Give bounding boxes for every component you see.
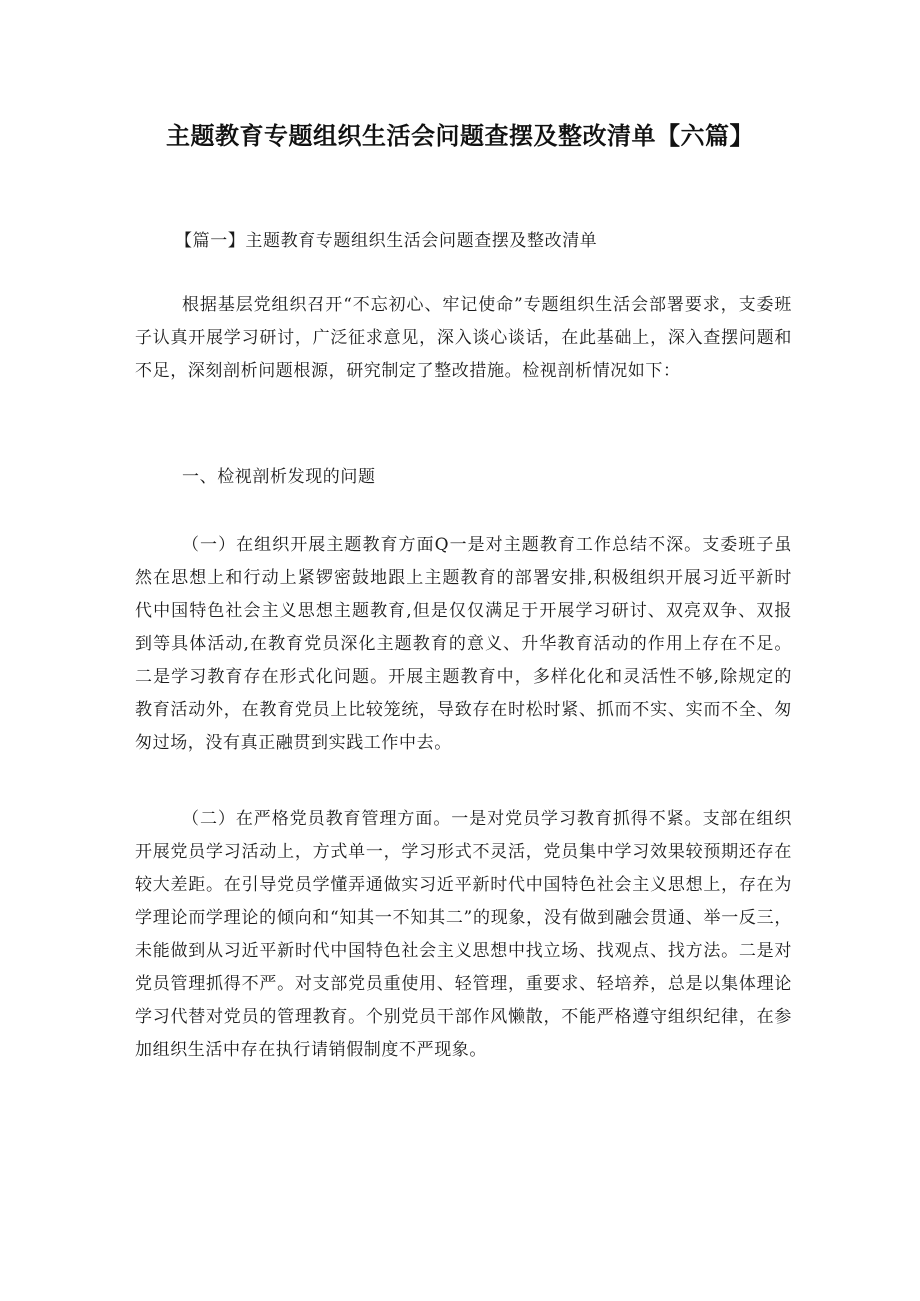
problem-item-two: （二）在严格党员教育管理方面。一是对党员学习教育抓得不紧。支部在组织开展党员学习活动上，方式单一，学习形式不灵活，党员集中学习效果较预期还存在较大差距。在引导党员学懂弄通做实习近平新时代中国特色社会主义思想上，存在为学理论而学理论的倾向和“知其一不知其二”的现象，没有做到融会贯通、举一反三，未能做到从习近平新时代中国特色社会主义思想中找立场、找观点、找方法。二是对党员管理抓得不严。对支部党员重使用、轻管理，重要求、轻培养，总是以集体理论学习代替对党员的管理教育。个别党员干部作风懒散，不能严格遵守组织纪律，在参加组织生活中存在执行请销假制度不严现象。 bbox=[135, 809, 792, 1060]
part-heading: 一、检视剖析发现的问题 bbox=[182, 467, 376, 487]
section-heading: 【篇一】主题教育专题组织生活会问题查摆及整改清单 bbox=[175, 231, 598, 251]
problem-item-one: （一）在组织开展主题教育方面Q一是对主题教育工作总结不深。支委班子虽然在思想上和行动上紧锣密鼓地跟上主题教育的部署安排,积极组织开展习近平新时代中国特色社会主义思想主题教育,但是仅仅满足于开展学习研讨、双亮双争、双报到等具体活动,在教育党员深化主题教育的意义、升华教育活动的作用上存在不足。二是学习教育存在形式化问题。开展主题教育中，多样化化和灵活性不够,除规定的教育活动外，在教育党员上比较笼统，导致存在时松时紧、抓而不实、实而不全、匆匆过场，没有真正融贯到实践工作中去。 bbox=[135, 535, 792, 753]
intro-paragraph: 根据基层党组织召开“不忘初心、牢记使命”专题组织生活会部署要求，支委班子认真开展学习研讨，广泛征求意见，深入谈心谈话，在此基础上，深入查摆问题和不足，深刻剖析问题根源，研究制定了整改措施。检视剖析情况如下： bbox=[135, 295, 792, 381]
document-title: 主题教育专题组织生活会问题查摆及整改清单【六篇】 bbox=[166, 122, 754, 150]
